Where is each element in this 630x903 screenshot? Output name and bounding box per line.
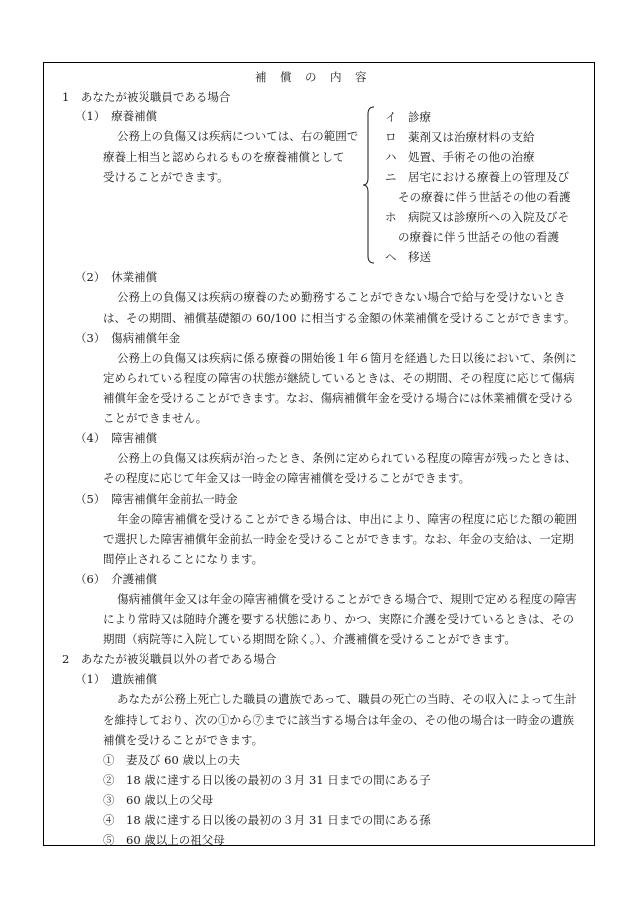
s2-item1-heading: （1） 遺族補償 xyxy=(75,672,158,686)
s1-item6-body-line: により常時又は随時介護を要する状態にあり、かつ、実際に介護を受けているときは、その xyxy=(103,612,575,626)
s1-item1-list-item: その療養に伴う世話その他の看護 xyxy=(398,190,571,204)
s1-item1-heading: （1） 療養補償 xyxy=(75,109,158,123)
s1-item6-heading: （6） 介護補償 xyxy=(75,572,158,586)
s1-item3-body-line: 定められている程度の障害の状態が継続しているときは、その期間、その程度に応じて傷病 xyxy=(103,371,575,385)
s1-item3-body-line: 補償年金を受けることができます。なお、傷病補償年金を受ける場合には休業補償を受ける xyxy=(103,391,574,405)
s2-item1-list-item: ① 妻及び 60 歳以上の夫 xyxy=(103,753,240,767)
s2-item1-body-line: 補償を受けることができます。 xyxy=(103,733,264,747)
s1-item3-body-line: 公務上の負傷又は疾病に係る療養の開始後１年６箇月を経過した日以後において、条例に xyxy=(117,351,577,365)
s1-item1-list-item: ロ 薬剤又は治療材料の支給 xyxy=(385,130,535,144)
s1-item4-body-line: 公務上の負傷又は疾病が治ったとき、条例に定められている程度の障害が残ったときは、 xyxy=(117,451,577,465)
brace-icon xyxy=(362,106,376,264)
s2-item1-body-line: を維持しており、次の①から⑦までに該当する場合は年金の、その他の場合は一時金の遺族 xyxy=(103,713,575,727)
section2-heading: 2 あなたが被災職員以外の者である場合 xyxy=(62,652,277,666)
s1-item5-body-line: 間停止されることになります。 xyxy=(103,552,264,566)
s2-item1-body-line: あなたが公務上死亡した職員の遺族であって、職員の死亡の当時、その収入によって生計 xyxy=(117,692,577,706)
s1-item5-body-line: で選択した障害補償年金前払一時金を受けることができます。なお、年金の支給は、一定期 xyxy=(103,532,574,546)
s1-item3-body-line: ことができません。 xyxy=(103,411,208,425)
s1-item1-list-item: の療養に伴う世話その他の看護 xyxy=(398,230,559,244)
s1-item1-list-item: ニ 居宅における療養上の管理及び xyxy=(385,170,569,184)
s1-item2-body-line: は、その期間、補償基礎額の 60/100 に相当する金額の休業補償を受けることができます。 xyxy=(103,311,576,325)
page-title: 補 償 の 内 容 xyxy=(255,70,368,84)
s1-item3-heading: （3） 傷病補償年金 xyxy=(75,331,181,345)
s1-item5-body-line: 年金の障害補償を受けることができる場合は、申出により、障害の程度に応じた額の範囲 xyxy=(117,512,577,526)
s1-item1-body-line: 公務上の負傷又は疾病については、右の範囲で xyxy=(117,129,359,143)
s1-item1-list-item: イ 診療 xyxy=(385,110,431,124)
s1-item2-heading: （2） 休業補償 xyxy=(75,270,158,284)
section1-heading: 1 あなたが被災職員である場合 xyxy=(62,90,231,104)
s1-item1-body-line: 療養上相当と認められるものを療養補償として xyxy=(103,150,345,164)
s1-item4-heading: （4） 障害補償 xyxy=(75,431,158,445)
s2-item1-list-item: ⑤ 60 歳以上の祖父母 xyxy=(103,833,225,847)
s2-item1-list-item: ④ 18 歳に達する日以後の最初の３月 31 日までの間にある孫 xyxy=(103,813,431,827)
s1-item6-body-line: 期間（病院等に入院している期間を除く。）、介護補償を受けることができます。 xyxy=(103,632,516,646)
s1-item1-list-item: ホ 病院又は診療所への入院及びそ xyxy=(385,210,569,224)
s1-item1-body-line: 受けることができます。 xyxy=(103,170,229,184)
s2-item1-list-item: ③ 60 歳以上の父母 xyxy=(103,793,214,807)
s2-item1-list-item: ② 18 歳に達する日以後の最初の３月 31 日までの間にある子 xyxy=(103,773,431,787)
s1-item1-list-item: ヘ 移送 xyxy=(385,250,431,264)
s1-item4-body-line: その程度に応じて年金又は一時金の障害補償を受けることができます。 xyxy=(103,471,471,485)
s1-item6-body-line: 傷病補償年金又は年金の障害補償を受けることができる場合で、規則で定める程度の障害 xyxy=(117,592,577,606)
s1-item1-list-item: ハ 処置、手術その他の治療 xyxy=(385,150,535,164)
s1-item2-body-line: 公務上の負傷又は疾病の療養のため勤務することができない場合で給与を受けないとき xyxy=(117,290,566,304)
s1-item5-heading: （5） 障害補償年金前払一時金 xyxy=(75,492,238,506)
